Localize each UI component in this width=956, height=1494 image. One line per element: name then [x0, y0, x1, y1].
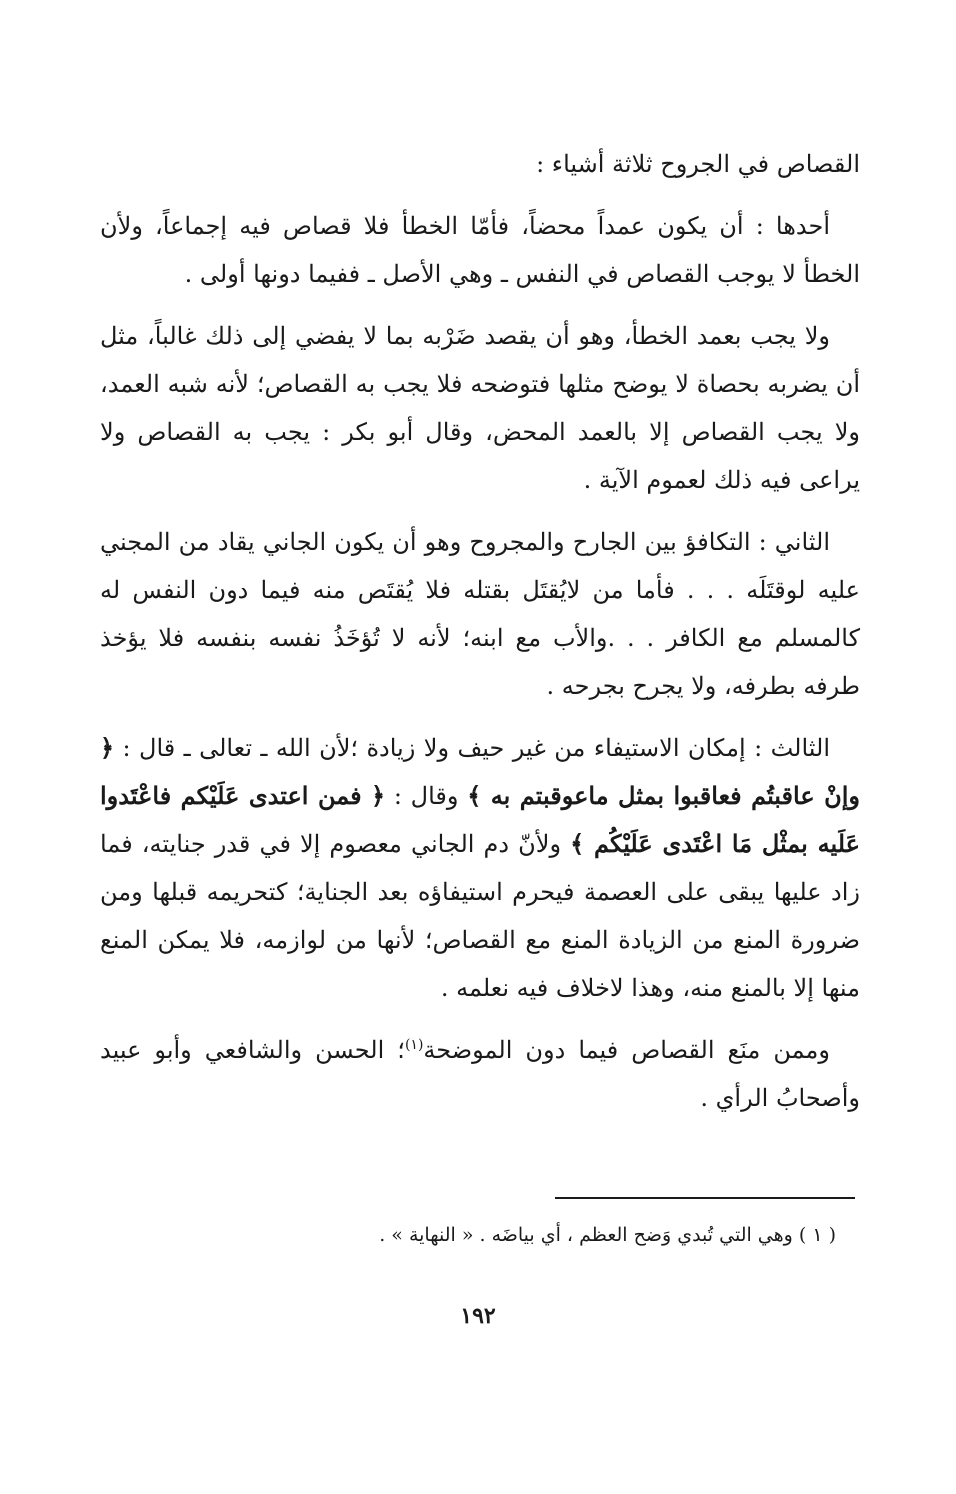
- third-condition-lead: الثالث : إمكان الاستيفاء من غير حيف ولا زيادة ؛لأن الله ـ تعالى ـ قال :: [122, 734, 830, 762]
- paragraph-second-condition: الثاني : التكافؤ بين الجارح والمجروح وهو أن يكون الجاني يقاد من المجني عليه لوقتَلَه . . . فأما من لايُقتَل بقتله فلا يُقتَص منه فيما دون النفس له كالمسلم مع الكافر . . .والأب مع ابنه؛ لأنه لا تُؤخَذُ نفسه بنفسه فلا يؤخذ طرفه بطرفه، ولا يجرح بجرحه .: [100, 528, 860, 700]
- third-condition-mid: وقال :: [393, 782, 459, 810]
- footnote-reference[interactable]: (١): [404, 1037, 424, 1053]
- quran-verse-2: ﴿ فمن اعتدى عَلَيْكم فاعْتَدوا عَلَيه بمثْل مَا اعْتَدى عَلَيْكُم ﴾: [100, 781, 860, 858]
- quran-verse-1: ﴿ وإنْ عاقبتُم فعاقبوا بمثل ماعوقبتم به ﴾: [100, 733, 861, 810]
- footnote-divider: [555, 1197, 855, 1199]
- main-text: [100, 140, 860, 1136]
- third-condition-rest: ولأنّ دم الجاني معصوم إلا في قدر جنايته، فما زاد عليها يبقى على العصمة فيحرم استيفاؤه بعد الجناية؛ كتحريمه قبلها ومن ضرورة المنع من الزيادة المنع مع القصاص؛ لأنها من لوازمه، فلا يمكن المنع منها إلا بالمنع منه، وهذا لاخلاف فيه نعلمه .: [100, 830, 861, 1002]
- paragraph-third-condition: [100, 724, 860, 1012]
- opinions-lead: وممن منَع القصاص فيما دون الموضحة: [423, 1036, 830, 1064]
- opinions-rest: ؛ الحسن والشافعي وأبو عبيد وأصحابُ الرأي .: [100, 1036, 860, 1112]
- page-number: ١٩٢: [460, 1303, 496, 1329]
- paragraph-first-condition: أحدها : أن يكون عمداً محضاً، فأمّا الخطأ فلا قصاص فيه إجماعاً، ولأن الخطأ لا يوجب القصاص في النفس ـ وهي الأصل ـ ففيما دونها أولى .: [100, 212, 860, 288]
- paragraph-opinions: [100, 1026, 860, 1122]
- footnote: ( ١ ) وهي التي تُبدي وَضح العظم ، أي بياضَه . « النهاية » .: [379, 1224, 836, 1246]
- intro-line: القصاص في الجروح ثلاثة أشياء :: [536, 150, 860, 178]
- paragraph-semi-intentional: ولا يجب بعمد الخطأ، وهو أن يقصد ضَرْبه بما لا يفضي إلى ذلك غالباً، مثل أن يضربه بحصاة لا يوضح مثلها فتوضحه فلا يجب به القصاص؛ لأنه شبه العمد، ولا يجب القصاص إلا بالعمد المحض، وقال أبو بكر : يجب به القصاص ولا يراعى فيه ذلك لعموم الآية .: [100, 322, 860, 494]
